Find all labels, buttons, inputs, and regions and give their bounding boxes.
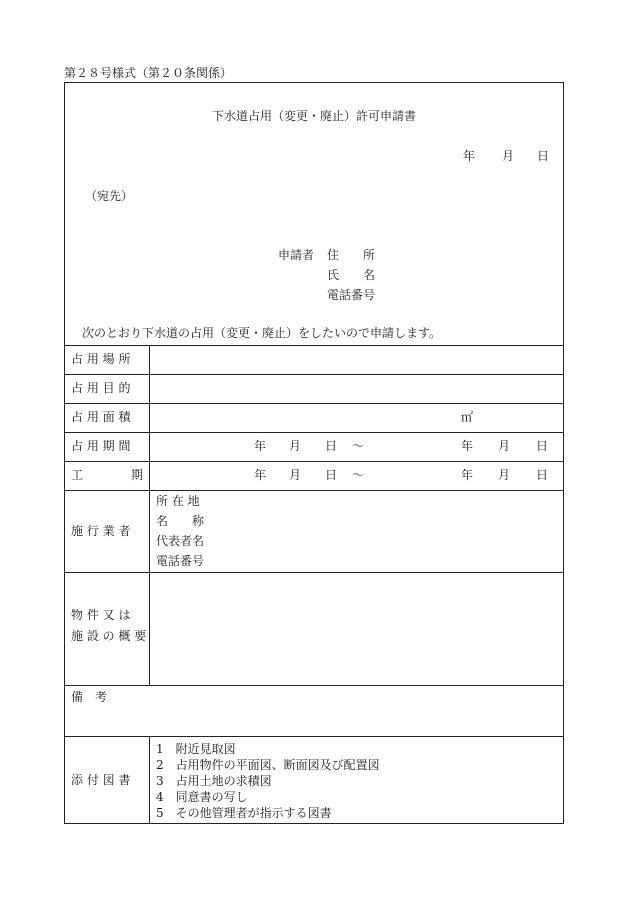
period-start-day: 日 — [325, 439, 338, 453]
row-divider — [65, 572, 563, 573]
contractor-phone-label: 電話番号 — [156, 554, 205, 568]
application-form — [64, 82, 564, 824]
row-divider — [65, 490, 563, 491]
label-column-line — [149, 345, 150, 685]
attachment-item: 2 占用物件の平面図、断面図及び配置図 — [156, 758, 380, 772]
applicant-phone-label: 電話番号 — [327, 288, 376, 302]
summary-label-line2: 施 設 の 概 要 — [71, 629, 147, 643]
date-year: 年 — [463, 149, 476, 163]
row-divider — [65, 461, 563, 462]
construction-period-label: 工 期 — [71, 468, 144, 482]
attachment-item: 5 その他管理者が指示する図書 — [156, 806, 332, 820]
attachment-item: 4 同意書の写し — [156, 790, 248, 804]
area-label: 占 用 面 積 — [71, 410, 131, 424]
construction-end-month: 月 — [498, 468, 511, 482]
construction-start-year: 年 — [254, 468, 267, 482]
form-title: 下水道占用（変更・廃止）許可申請書 — [212, 109, 417, 123]
period-label: 占 用 期 間 — [71, 439, 131, 453]
contractor-address-label: 所 在 地 — [156, 494, 200, 508]
row-divider — [65, 432, 563, 433]
period-end-day: 日 — [536, 439, 549, 453]
applicant-label: 申請者 — [278, 248, 315, 262]
purpose-label: 占 用 目 的 — [71, 381, 131, 395]
label-column-line — [149, 736, 150, 824]
construction-end-year: 年 — [461, 468, 474, 482]
period-start-year: 年 — [254, 439, 267, 453]
construction-start-day: 日 — [325, 468, 338, 482]
addressee: （宛先） — [85, 189, 134, 203]
remarks-label: 備 考 — [71, 690, 108, 704]
contractor-label: 施 行 業 者 — [71, 524, 131, 538]
row-divider — [65, 736, 563, 737]
area-unit: ㎡ — [461, 410, 474, 424]
application-statement: 次のとおり下水道の占用（変更・廃止）をしたいので申請します。 — [82, 326, 442, 340]
period-end-year: 年 — [461, 439, 474, 453]
applicant-address-label: 住 所 — [327, 248, 376, 262]
date-day: 日 — [537, 149, 550, 163]
attachments-label: 添 付 図 書 — [71, 773, 131, 787]
row-divider — [65, 685, 563, 686]
summary-label-line1: 物 件 又 は — [71, 608, 131, 622]
construction-tilde: ～ — [352, 468, 365, 482]
period-start-month: 月 — [289, 439, 302, 453]
construction-start-month: 月 — [289, 468, 302, 482]
table-top-line — [65, 345, 563, 346]
date-month: 月 — [502, 149, 515, 163]
attachment-item: 1 附近見取図 — [156, 742, 236, 756]
contractor-representative-label: 代表者名 — [156, 534, 205, 548]
location-label: 占 用 場 所 — [71, 352, 131, 366]
construction-end-day: 日 — [536, 468, 549, 482]
period-end-month: 月 — [498, 439, 511, 453]
row-divider — [65, 403, 563, 404]
period-tilde: ～ — [352, 439, 365, 453]
form-number: 第２８号様式（第２０条関係） — [64, 66, 233, 80]
row-divider — [65, 374, 563, 375]
attachment-item: 3 占用土地の求積図 — [156, 774, 272, 788]
contractor-name-label: 名 称 — [156, 514, 205, 528]
applicant-name-label: 氏 名 — [327, 268, 376, 282]
